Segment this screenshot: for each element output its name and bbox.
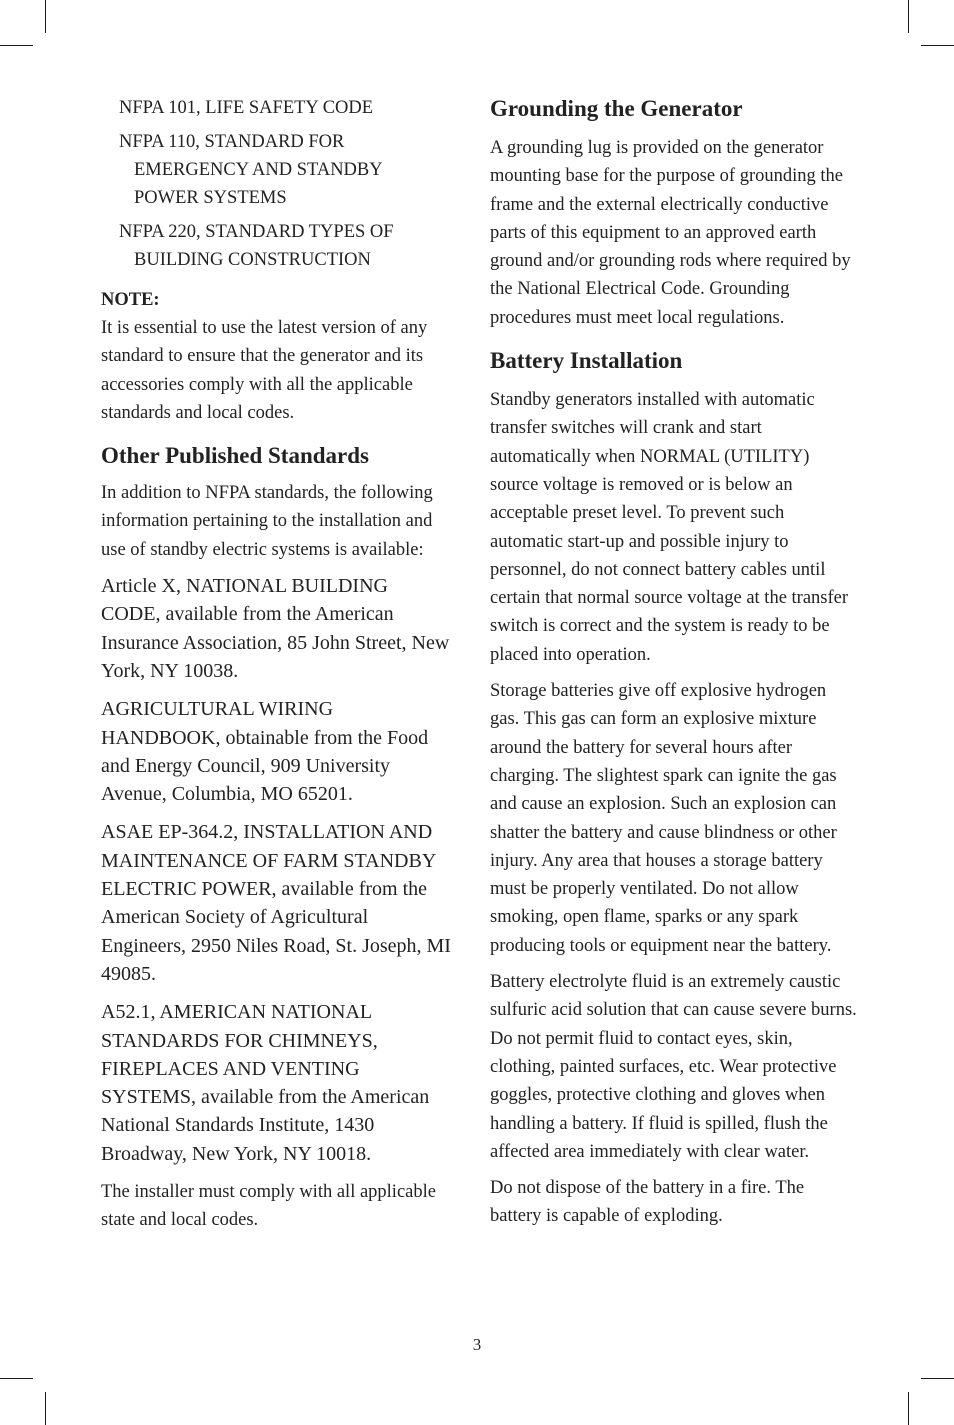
battery-heading: Battery Installation bbox=[490, 348, 683, 374]
note-heading: NOTE: bbox=[101, 290, 160, 310]
crop-mark bbox=[0, 1378, 33, 1379]
reference-item: A52.1, AMERICAN NATIONAL STANDARDS FOR CHIMNEYS, FIREPLACES AND VENTING SYSTEMS, available from the American National Standards Institute, 1430 Broadway, New York, NY 10018. bbox=[101, 1001, 430, 1165]
crop-mark bbox=[908, 0, 909, 33]
crop-mark bbox=[45, 1392, 46, 1425]
other-standards-intro: In addition to NFPA standards, the following information pertaining to the installation and use of standby electric systems is available: bbox=[101, 483, 433, 560]
battery-paragraph: Do not dispose of the battery in a fire. The battery is capable of exploding. bbox=[490, 1178, 805, 1227]
right-column bbox=[490, 94, 858, 1239]
crop-mark bbox=[921, 1378, 954, 1379]
battery-paragraph: Battery electrolyte fluid is an extremely caustic sulfuric acid solution that can cause severe burns. Do not permit fluid to contact eyes, skin, clothing, painted surfaces, etc. Wear protective goggles, protective clothing and gloves when handling a battery. If fluid is spilled, flush the affected area immediately with clear water. bbox=[490, 972, 857, 1162]
other-standards-heading: Other Published Standards bbox=[101, 443, 369, 469]
battery-paragraph: Storage batteries give off explosive hydrogen gas. This gas can form an explosive mixture around the battery for several hours after charging. The slightest spark can ignite the gas and cause an explosion. Such an explosion can shatter the battery and cause blindness or other injury. Any area that houses a storage battery must be properly ventilated. Do not allow smoking, open flame, sparks or any spark producing tools or equipment near the battery. bbox=[490, 681, 837, 956]
grounding-heading: Grounding the Generator bbox=[490, 96, 743, 121]
grounding-text: A grounding lug is provided on the generator mounting base for the purpose of grounding the frame and the external electrically conductive parts of this equipment to an approved earth ground and/or grounding rods where required by the National Electrical Code. Grounding procedures must meet local regulations. bbox=[490, 138, 851, 328]
page-number: 3 bbox=[472, 1335, 482, 1354]
standard-item: NFPA 110, STANDARD FOR EMERGENCY AND STANDBY POWER SYSTEMS bbox=[119, 132, 382, 208]
reference-item: Article X, NATIONAL BUILDING CODE, available from the American Insurance Association, 85 John Street, New York, NY 10038. bbox=[101, 575, 450, 682]
crop-mark bbox=[921, 45, 954, 46]
crop-mark bbox=[45, 0, 46, 33]
standard-item: NFPA 220, STANDARD TYPES OF BUILDING CONSTRUCTION bbox=[119, 222, 394, 270]
battery-paragraph: Standby generators installed with automatic transfer switches will crank and start automatically when NORMAL (UTILITY) source voltage is removed or is below an acceptable preset level. To prevent such automatic start-up and possible injury to personnel, do not connect battery cables until certain that normal source voltage at the transfer switch is correct and the system is ready to be placed into operation. bbox=[490, 390, 849, 665]
reference-item: AGRICULTURAL WIRING HANDBOOK, obtainable from the Food and Energy Council, 909 University Avenue, Columbia, MO 65201. bbox=[101, 698, 429, 806]
standard-item: NFPA 101, LIFE SAFETY CODE bbox=[119, 98, 374, 118]
installer-text: The installer must comply with all applicable state and local codes. bbox=[101, 1182, 436, 1231]
crop-mark bbox=[0, 45, 33, 46]
left-column bbox=[101, 94, 451, 1243]
note-text: It is essential to use the latest version of any standard to ensure that the generator and its accessories comply with all the applicable standards and local codes. bbox=[101, 318, 428, 423]
reference-item: ASAE EP-364.2, INSTALLATION AND MAINTENANCE OF FARM STANDBY ELECTRIC POWER, available from the American Society of Agricultural Engineers, 2950 Niles Road, St. Joseph, MI 49085. bbox=[101, 821, 451, 985]
crop-mark bbox=[908, 1392, 909, 1425]
